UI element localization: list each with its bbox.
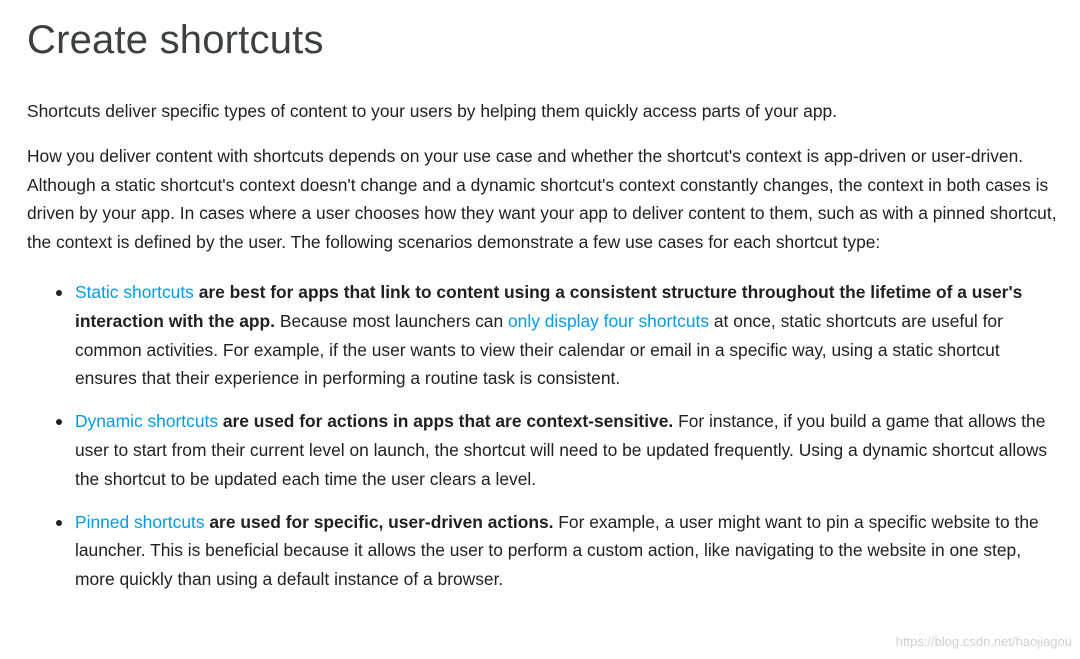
dynamic-shortcuts-bold: are used for actions in apps that are context-sensitive. bbox=[218, 411, 674, 432]
only-display-four-shortcuts-link[interactable]: only display four shortcuts bbox=[507, 310, 710, 331]
dynamic-shortcuts-text: For instance, if you build a game that allows the user to start from their current level on launch, the shortcut will need to be updated frequently. Using a dynamic shortcut allows the shortcut to be updated each time the user clears a level. bbox=[75, 411, 1048, 489]
watermark: https://blog.csdn.net/haojiagou bbox=[895, 634, 1072, 649]
dynamic-shortcuts-link[interactable]: Dynamic shortcuts bbox=[75, 411, 219, 432]
static-shortcuts-text-b: at once, static shortcuts are useful for common activities. For example, if the user wants to view their calendar or email in a specific way, using a static shortcut ensures that their experience in performing a routine task is consistent. bbox=[75, 310, 1003, 389]
shortcut-types-list bbox=[27, 278, 1057, 594]
static-shortcuts-bold: are best for apps that link to content using a consistent structure throughout the lifetime of a user's interaction with the app. bbox=[75, 281, 1023, 331]
bullet-icon bbox=[56, 419, 62, 425]
static-shortcuts-link[interactable]: Static shortcuts bbox=[75, 281, 194, 302]
pinned-shortcuts-link[interactable]: Pinned shortcuts bbox=[75, 511, 205, 532]
list-item-pinned bbox=[27, 508, 1057, 594]
list-item-static bbox=[27, 278, 1057, 393]
pinned-shortcuts-text: For example, a user might want to pin a specific website to the launcher. This is beneficial because it allows the user to perform a custom action, like navigating to the website in one step, more quickly than using a default instance of a browser. bbox=[75, 511, 1039, 590]
bullet-icon bbox=[56, 290, 62, 296]
intro-paragraph: Shortcuts deliver specific types of content to your users by helping them quickly access parts of your app. bbox=[27, 101, 838, 121]
pinned-shortcuts-bold: are used for specific, user-driven actions. bbox=[204, 511, 554, 532]
bullet-icon bbox=[56, 520, 62, 526]
list-item-dynamic bbox=[27, 407, 1057, 493]
page-title: Create shortcuts bbox=[27, 18, 324, 62]
article bbox=[27, 0, 1057, 608]
context-paragraph: How you deliver content with shortcuts depends on your use case and whether the shortcut's context is app-driven or user-driven. Although a static shortcut's context doesn't change and a dynamic shortcut's context constantly changes, the context in both cases is driven by your app. In cases where a user chooses how they want your app to deliver content to them, such as with a pinned shortcut, the context is defined by the user. The following scenarios demonstrate a few use cases for each shortcut type: bbox=[27, 145, 1057, 253]
static-shortcuts-text-a: Because most launchers can bbox=[275, 310, 508, 331]
